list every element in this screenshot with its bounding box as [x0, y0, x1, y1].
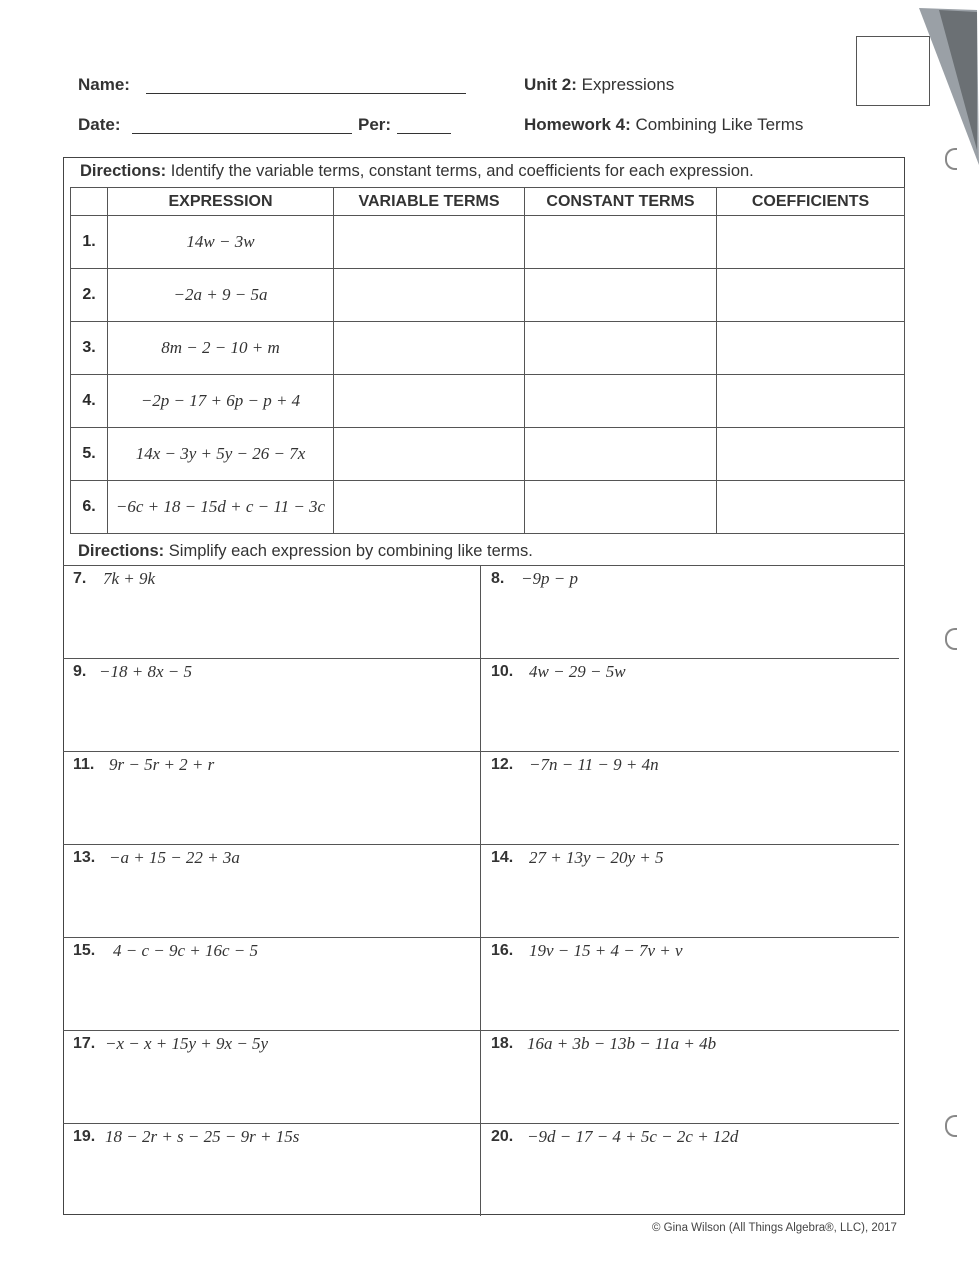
date-field[interactable] [132, 133, 352, 134]
problem-cell[interactable] [63, 659, 481, 752]
unit-heading [524, 75, 674, 95]
problem-expression: −7n − 11 − 9 + 4n [529, 755, 659, 774]
expression-cell: 14w − 3w [108, 216, 334, 269]
problem-cell[interactable] [481, 938, 899, 1031]
constant-terms-answer[interactable] [525, 375, 717, 428]
problem-cell[interactable] [481, 566, 899, 659]
problem-number: 11. [73, 756, 95, 773]
problem-cell[interactable] [481, 752, 899, 845]
constant-terms-answer[interactable] [525, 428, 717, 481]
problem-expression: −x − x + 15y + 9x − 5y [105, 1034, 269, 1053]
problem-cell[interactable] [63, 566, 481, 659]
expression-cell: −2a + 9 − 5a [108, 269, 334, 322]
problem-cell[interactable] [481, 659, 899, 752]
per-label: Per: [358, 115, 392, 134]
date-label: Date: [78, 115, 121, 134]
constant-terms-answer[interactable] [525, 216, 717, 269]
problem-number: 9. [73, 663, 87, 680]
homework-heading [524, 115, 803, 135]
problem-expression: 19v − 15 + 4 − 7v + v [529, 941, 683, 960]
coefficients-answer[interactable] [717, 481, 905, 534]
coefficients-answer[interactable] [717, 216, 905, 269]
problem-cell[interactable] [63, 752, 481, 845]
problem-expression: 7k + 9k [103, 569, 156, 588]
row-number: 1. [71, 216, 108, 269]
homework-label: Homework 4: [524, 115, 631, 134]
column-header-coefficients: COEFFICIENTS [717, 188, 905, 216]
unit-title: Expressions [581, 75, 675, 94]
row-number: 4. [71, 375, 108, 428]
binder-ring-mark [945, 628, 957, 650]
problem-expression: 9r − 5r + 2 + r [109, 755, 215, 774]
problem-cell[interactable] [63, 938, 481, 1031]
problem-number: 16. [491, 942, 514, 959]
column-header-constant-terms: CONSTANT TERMS [525, 188, 717, 216]
problem-expression: 27 + 13y − 20y + 5 [529, 848, 664, 867]
problem-number: 13. [73, 849, 96, 866]
problem-number: 7. [73, 570, 87, 587]
coefficients-answer[interactable] [717, 428, 905, 481]
problem-expression: −a + 15 − 22 + 3a [109, 848, 240, 867]
variable-terms-answer[interactable] [334, 269, 525, 322]
problem-number: 15. [73, 942, 96, 959]
name-label: Name: [78, 75, 130, 94]
row-number: 6. [71, 481, 108, 534]
variable-terms-answer[interactable] [334, 481, 525, 534]
problem-expression: −18 + 8x − 5 [99, 662, 192, 681]
problem-cell[interactable] [63, 1124, 481, 1216]
table-row [71, 375, 905, 428]
part1-directions: Directions: Identify the variable terms, constant terms, and coefficients for each expression. [80, 162, 754, 180]
copyright-footer: © Gina Wilson (All Things Algebra®, LLC), 2017 [652, 1222, 897, 1234]
problem-expression: 4w − 29 − 5w [529, 662, 626, 681]
table-row [71, 481, 905, 534]
expression-cell: −2p − 17 + 6p − p + 4 [108, 375, 334, 428]
table-header-row [71, 188, 905, 216]
problem-number: 20. [491, 1128, 514, 1145]
simplify-problems-grid [63, 565, 905, 1215]
problem-expression: 18 − 2r + s − 25 − 9r + 15s [105, 1127, 300, 1146]
problem-number: 17. [73, 1035, 96, 1052]
coefficients-answer[interactable] [717, 322, 905, 375]
problem-expression: 16a + 3b − 13b − 11a + 4b [527, 1034, 717, 1053]
problem-number: 19. [73, 1128, 96, 1145]
column-header-expression: EXPRESSION [108, 188, 334, 216]
number-column-header [71, 188, 108, 216]
constant-terms-answer[interactable] [525, 269, 717, 322]
table-row [71, 269, 905, 322]
constant-terms-answer[interactable] [525, 481, 717, 534]
expression-cell: 14x − 3y + 5y − 26 − 7x [108, 428, 334, 481]
binder-ring-mark [945, 148, 957, 170]
table-row [71, 428, 905, 481]
variable-terms-answer[interactable] [334, 375, 525, 428]
problem-expression: −9p − p [521, 569, 578, 588]
problem-expression: −9d − 17 − 4 + 5c − 2c + 12d [527, 1127, 739, 1146]
homework-title: Combining Like Terms [635, 115, 804, 134]
table-row [71, 322, 905, 375]
name-field[interactable] [146, 93, 466, 94]
column-header-variable-terms: VARIABLE TERMS [334, 188, 525, 216]
expression-cell: 8m − 2 − 10 + m [108, 322, 334, 375]
binder-ring-mark [945, 1115, 957, 1137]
expression-cell: −6c + 18 − 15d + c − 11 − 3c [108, 481, 334, 534]
row-number: 3. [71, 322, 108, 375]
variable-terms-answer[interactable] [334, 428, 525, 481]
row-number: 2. [71, 269, 108, 322]
coefficients-answer[interactable] [717, 269, 905, 322]
per-field[interactable] [397, 133, 451, 134]
problem-number: 12. [491, 756, 514, 773]
row-number: 5. [71, 428, 108, 481]
problem-number: 10. [491, 663, 514, 680]
page-fold-shadow [919, 0, 979, 170]
variable-terms-answer[interactable] [334, 216, 525, 269]
table-row [71, 216, 905, 269]
problem-number: 8. [491, 570, 505, 587]
coefficients-answer[interactable] [717, 375, 905, 428]
problem-cell[interactable] [63, 845, 481, 938]
constant-terms-answer[interactable] [525, 322, 717, 375]
problem-number: 14. [491, 849, 514, 866]
problem-cell[interactable] [63, 1031, 481, 1124]
problem-cell[interactable] [481, 1031, 899, 1124]
problem-number: 18. [491, 1035, 514, 1052]
problem-cell[interactable] [481, 1124, 899, 1216]
part2-directions: Directions: Simplify each expression by combining like terms. [78, 542, 533, 560]
problem-cell[interactable] [481, 845, 899, 938]
problem-expression: 4 − c − 9c + 16c − 5 [113, 941, 259, 960]
unit-label: Unit 2: [524, 75, 577, 94]
variable-terms-answer[interactable] [334, 322, 525, 375]
identify-terms-table [70, 187, 905, 534]
